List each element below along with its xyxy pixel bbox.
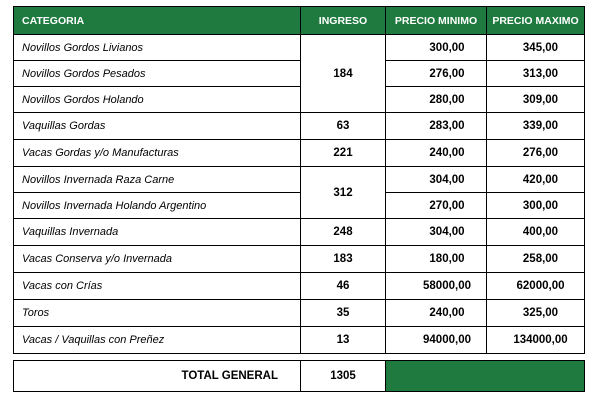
table-row — [14, 246, 585, 273]
categoria-cell: Toros — [14, 300, 301, 327]
ingreso-cell: 35 — [301, 300, 386, 327]
table-row — [14, 219, 585, 246]
precio-minimo-cell: 304,00 — [386, 167, 487, 193]
categoria-cell: Vacas Conserva y/o Invernada — [14, 246, 301, 273]
precio-maximo-cell: 420,00 — [487, 167, 585, 193]
precio-minimo-cell: 283,00 — [386, 113, 487, 140]
ingreso-cell: 13 — [301, 327, 386, 354]
categoria-cell: Novillos Invernada Holando Argentino — [14, 193, 301, 219]
precio-minimo-cell: 240,00 — [386, 300, 487, 327]
header-precio-minimo: PRECIO MINIMO — [386, 7, 487, 35]
categoria-cell: Vacas con Crías — [14, 273, 301, 300]
precio-minimo-cell: 58000,00 — [386, 273, 487, 300]
table-row — [14, 140, 585, 167]
precio-minimo-cell: 276,00 — [386, 61, 487, 87]
spacer-row — [14, 354, 585, 361]
precio-maximo-cell: 276,00 — [487, 140, 585, 167]
precio-maximo-cell: 400,00 — [487, 219, 585, 246]
table-row — [14, 61, 585, 87]
ingreso-cell: 46 — [301, 273, 386, 300]
precio-minimo-cell: 94000,00 — [386, 327, 487, 354]
categoria-cell: Vaquillas Invernada — [14, 219, 301, 246]
categoria-cell: Novillos Gordos Livianos — [14, 35, 301, 61]
cattle-price-table — [13, 6, 585, 392]
header-categoria: CATEGORIA — [14, 7, 301, 35]
categoria-cell: Vacas / Vaquillas con Preñez — [14, 327, 301, 354]
table-row — [14, 300, 585, 327]
precio-maximo-cell: 313,00 — [487, 61, 585, 87]
categoria-cell: Novillos Gordos Pesados — [14, 61, 301, 87]
categoria-cell: Vaquillas Gordas — [14, 113, 301, 140]
ingreso-cell: 248 — [301, 219, 386, 246]
precio-maximo-cell: 258,00 — [487, 246, 585, 273]
table-row — [14, 327, 585, 354]
precio-maximo-cell: 339,00 — [487, 113, 585, 140]
header-ingreso: INGRESO — [301, 7, 386, 35]
table-row — [14, 113, 585, 140]
precio-minimo-cell: 270,00 — [386, 193, 487, 219]
precio-minimo-cell: 180,00 — [386, 246, 487, 273]
categoria-cell: Novillos Gordos Holando — [14, 87, 301, 113]
precio-maximo-cell: 309,00 — [487, 87, 585, 113]
precio-minimo-cell: 304,00 — [386, 219, 487, 246]
table-row — [14, 193, 585, 219]
table-row — [14, 167, 585, 193]
total-ingreso: 1305 — [301, 361, 386, 392]
cattle-price-table-container — [13, 6, 584, 392]
header-row — [14, 7, 585, 35]
total-label: TOTAL GENERAL — [14, 361, 301, 392]
ingreso-cell: 221 — [301, 140, 386, 167]
categoria-cell: Novillos Invernada Raza Carne — [14, 167, 301, 193]
precio-maximo-cell: 325,00 — [487, 300, 585, 327]
precio-maximo-cell: 345,00 — [487, 35, 585, 61]
header-precio-maximo: PRECIO MAXIMO — [487, 7, 585, 35]
ingreso-cell: 183 — [301, 246, 386, 273]
precio-minimo-cell: 240,00 — [386, 140, 487, 167]
categoria-cell: Vacas Gordas y/o Manufacturas — [14, 140, 301, 167]
precio-minimo-cell: 300,00 — [386, 35, 487, 61]
precio-maximo-cell: 134000,00 — [487, 327, 585, 354]
table-row — [14, 87, 585, 113]
ingreso-cell: 184 — [301, 35, 386, 113]
ingreso-cell: 63 — [301, 113, 386, 140]
precio-minimo-cell: 280,00 — [386, 87, 487, 113]
total-row — [14, 361, 585, 392]
table-row — [14, 273, 585, 300]
total-fill-block — [386, 361, 585, 392]
table-row — [14, 35, 585, 61]
precio-maximo-cell: 300,00 — [487, 193, 585, 219]
precio-maximo-cell: 62000,00 — [487, 273, 585, 300]
ingreso-cell: 312 — [301, 167, 386, 219]
